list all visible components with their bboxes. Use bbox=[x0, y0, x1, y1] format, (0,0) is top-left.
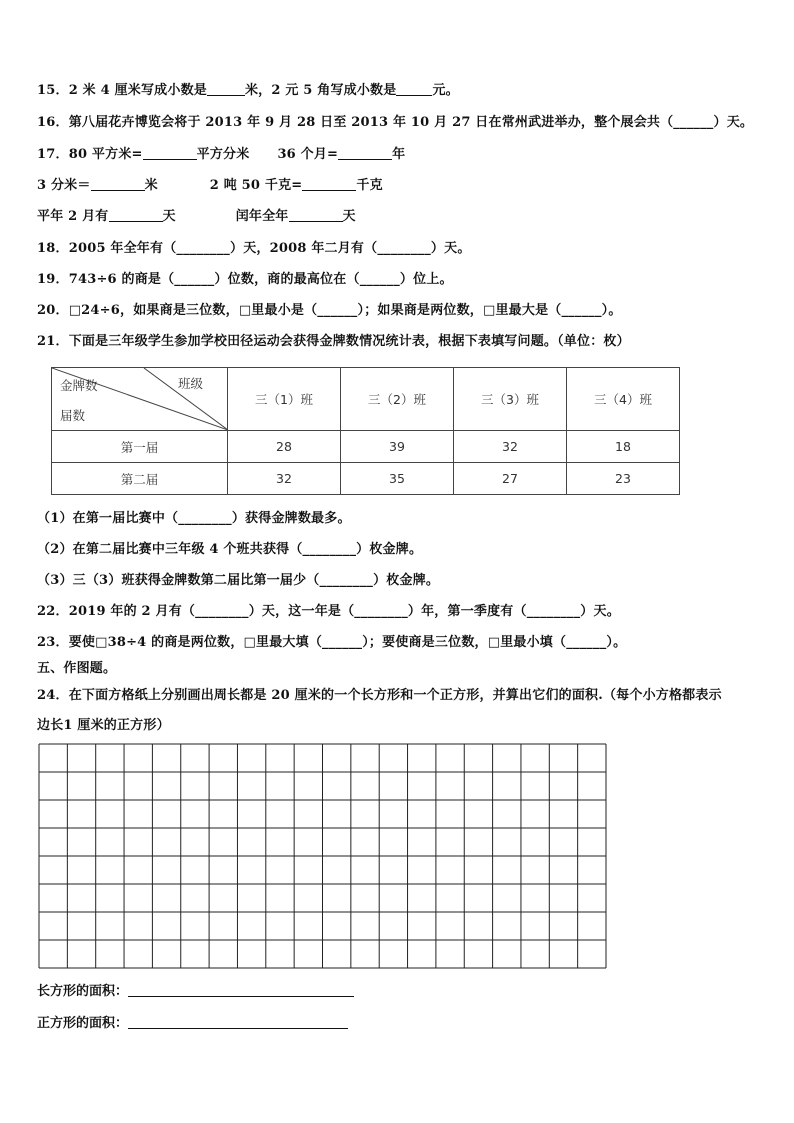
question-17-row-1: 17．80 平方米= 平方分米 36 个月= 年 bbox=[37, 147, 406, 162]
answer-blank[interactable] bbox=[128, 984, 354, 997]
column-header: 三（4）班 bbox=[567, 368, 680, 431]
table-cell: 39 bbox=[341, 431, 454, 463]
question-21-sub-3: （3）三（3）班获得金牌数第二届比第一届少（________）枚金牌。 bbox=[37, 573, 440, 588]
column-header: 三（3）班 bbox=[454, 368, 567, 431]
answer-blank[interactable] bbox=[109, 208, 163, 222]
table-cell: 32 bbox=[454, 431, 567, 463]
question-18: 18．2005 年全年有（________）天，2008 年二月有（________）天。 bbox=[37, 241, 471, 256]
row-label: 第一届 bbox=[52, 431, 228, 463]
answer-blank[interactable] bbox=[338, 146, 392, 160]
square-grid-paper[interactable] bbox=[38, 743, 608, 973]
answer-blank[interactable] bbox=[289, 208, 343, 222]
answer-blank[interactable] bbox=[396, 82, 432, 96]
corner-label-session: 届数 bbox=[60, 408, 86, 423]
table-cell: 18 bbox=[567, 431, 680, 463]
question-20: 20．□24÷6，如果商是三位数，□里最小是（______）；如果商是两位数，□里最大是（______）。 bbox=[37, 303, 622, 318]
rectangle-area-answer: 长方形的面积： bbox=[37, 980, 354, 999]
table-cell: 32 bbox=[228, 463, 341, 495]
question-23: 23．要使□38÷4 的商是两位数，□里最大填（______）；要使商是三位数，□里最小填（______）。 bbox=[37, 635, 627, 650]
answer-blank[interactable] bbox=[302, 177, 356, 191]
column-header: 三（1）班 bbox=[228, 368, 341, 431]
question-17-row-2: 3 分米＝ 米 2 吨 50 千克= 千克 bbox=[37, 178, 383, 193]
section-heading: 五、作图题。 bbox=[37, 661, 117, 676]
question-21-sub-1: （1）在第一届比赛中（________）获得金牌数最多。 bbox=[37, 511, 351, 526]
question-22: 22．2019 年的 2 月有（________）天，这一年是（________）年，第一季度有（________）天。 bbox=[37, 604, 620, 619]
question-17-row-3: 平年 2 月有 天 闰年全年 天 bbox=[37, 209, 356, 224]
corner-label-medals: 金牌数 bbox=[60, 378, 98, 393]
table-row bbox=[52, 431, 680, 463]
answer-blank[interactable] bbox=[128, 1016, 348, 1029]
table-cell: 35 bbox=[341, 463, 454, 495]
question-24-line-1: 24．在下面方格纸上分别画出周长都是 20 厘米的一个长方形和一个正方形，并算出它们的面积.（每个小方格都表示 bbox=[37, 688, 722, 703]
table-cell: 28 bbox=[228, 431, 341, 463]
table-cell: 23 bbox=[567, 463, 680, 495]
question-21: 21．下面是三年级学生参加学校田径运动会获得金牌数情况统计表，根据下表填写问题。（单位：枚） bbox=[37, 334, 630, 349]
corner-label-class: 班级 bbox=[178, 376, 204, 391]
answer-blank[interactable] bbox=[91, 177, 145, 191]
medal-table bbox=[51, 367, 680, 495]
question-15: 15．2 米 4 厘米写成小数是 米，2 元 5 角写成小数是 元。 bbox=[37, 83, 459, 98]
grid-lines[interactable] bbox=[38, 743, 608, 969]
column-header: 三（2）班 bbox=[341, 368, 454, 431]
question-16: 16．第八届花卉博览会将于 2013 年 9 月 28 日至 2013 年 10 月 27 日在常州武进举办，整个展会共（______）天。 bbox=[37, 115, 754, 130]
row-label: 第二届 bbox=[52, 463, 228, 495]
question-19: 19．743÷6 的商是（______）位数，商的最高位在（______）位上。 bbox=[37, 272, 453, 287]
table-cell: 27 bbox=[454, 463, 567, 495]
answer-blank[interactable] bbox=[207, 82, 245, 96]
answer-blank[interactable] bbox=[143, 146, 197, 160]
question-24-line-2: 边长1 厘米的正方形） bbox=[37, 718, 170, 733]
question-21-sub-2: （2）在第二届比赛中三年级 4 个班共获得（________）枚金牌。 bbox=[37, 542, 423, 557]
table-corner-cell bbox=[52, 368, 228, 431]
table-row bbox=[52, 463, 680, 495]
square-area-answer: 正方形的面积： bbox=[37, 1012, 348, 1031]
